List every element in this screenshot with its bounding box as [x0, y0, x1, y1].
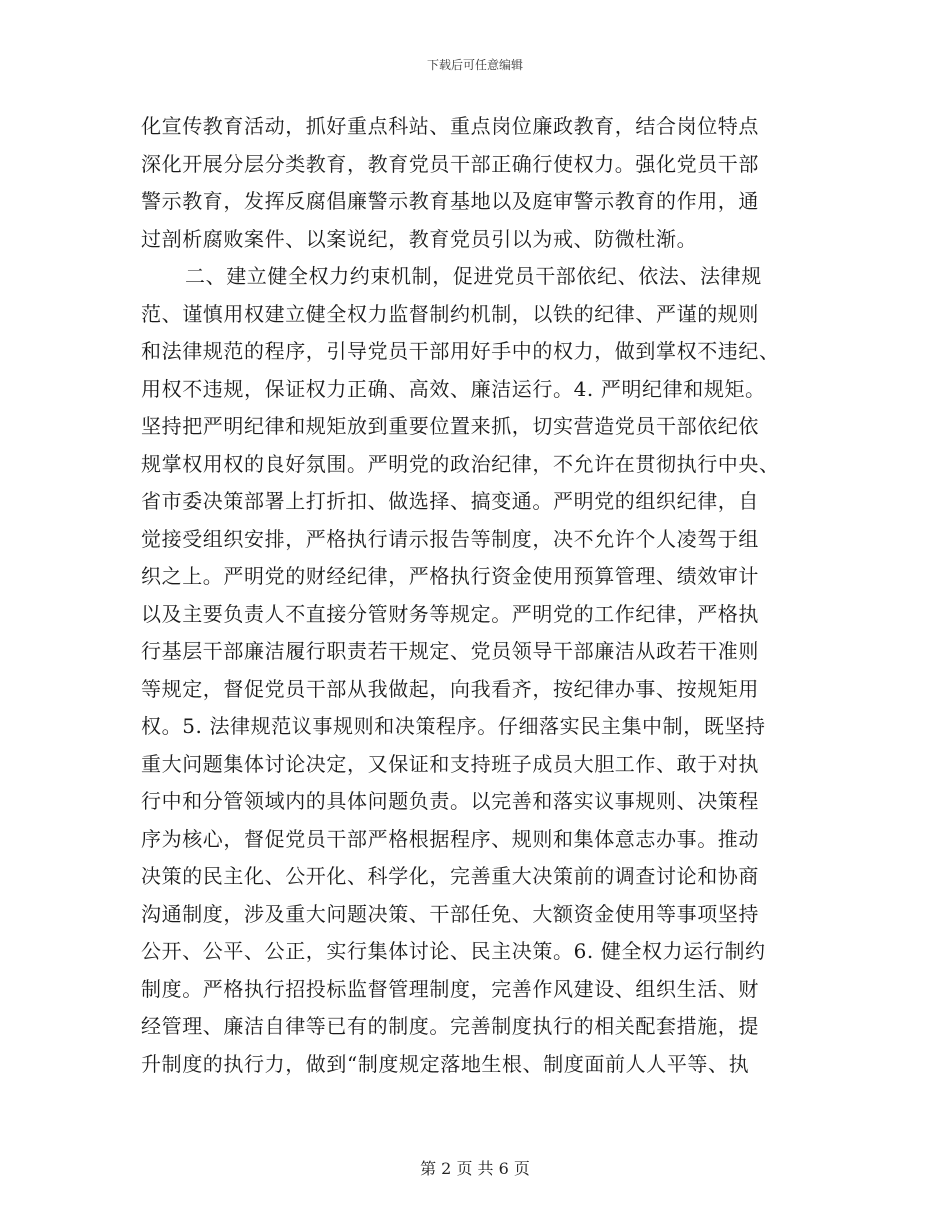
- body-line: 规掌权用权的良好氛围。严明党的政治纪律，不允许在贯彻执行中央、: [141, 451, 780, 476]
- body-line: 权。5. 法律规范议事规则和决策程序。仔细落实民主集中制，既坚持: [141, 714, 766, 738]
- body-line: 觉接受组织安排，严格执行请示报告等制度，决不允许个人凌驾于组: [141, 526, 759, 551]
- body-line: 织之上。严明党的财经纪律，严格执行资金使用预算管理、绩效审计: [141, 564, 759, 588]
- body-line: 范、谨慎用权建立健全权力监督制约机制，以铁的纪律、严谨的规则: [141, 301, 759, 326]
- body-line: 升制度的执行力，做到“制度规定落地生根、制度面前人人平等、执: [141, 1051, 750, 1076]
- body-line: 重大问题集体讨论决定，又保证和支持班子成员大胆工作、敢于对执: [141, 751, 759, 776]
- body-line: 深化开展分层分类教育，教育党员干部正确行使权力。强化党员干部: [141, 151, 759, 176]
- body-line: 化宣传教育活动，抓好重点科站、重点岗位廉政教育，结合岗位特点: [141, 114, 759, 138]
- page-number-footer: 第 2 页 共 6 页: [420, 1159, 530, 1178]
- body-line: 和法律规范的程序，引导党员干部用好手中的权力，做到掌权不违纪、: [141, 339, 780, 363]
- body-line: 等规定，督促党员干部从我做起，向我看齐，按纪律办事、按规矩用: [141, 676, 759, 701]
- body-line: 沟通制度，涉及重大问题决策、干部任免、大额资金使用等事项坚持: [141, 901, 759, 926]
- body-line: 经管理、廉洁自律等已有的制度。完善制度执行的相关配套措施，提: [141, 1014, 759, 1038]
- paragraph-start-line: 二、建立健全权力约束机制，促进党员干部依纪、依法、法律规: [185, 264, 762, 288]
- page-header-note: 下载后可任意编辑: [426, 58, 523, 72]
- body-line: 以及主要负责人不直接分管财务等规定。严明党的工作纪律，严格执: [141, 601, 759, 626]
- body-line: 决策的民主化、公开化、科学化，完善重大决策前的调查讨论和协商: [141, 864, 759, 888]
- body-line: 制度。严格执行招投标监督管理制度，完善作风建设、组织生活、财: [141, 976, 759, 1001]
- body-line: 省市委决策部署上打折扣、做选择、搞变通。严明党的组织纪律，自: [141, 489, 759, 513]
- body-line: 警示教育，发挥反腐倡廉警示教育基地以及庭审警示教育的作用，通: [141, 189, 759, 213]
- body-line: 坚持把严明纪律和规矩放到重要位置来抓，切实营造党员干部依纪依: [141, 414, 759, 438]
- body-line: 行中和分管领域内的具体问题负责。以完善和落实议事规则、决策程: [141, 789, 759, 813]
- document-body: [141, 108, 817, 1083]
- body-line: 过剖析腐败案件、以案说纪，教育党员引以为戒、防微杜渐。: [141, 226, 698, 251]
- body-line: 用权不违规，保证权力正确、高效、廉洁运行。4. 严明纪律和规矩。: [141, 376, 766, 401]
- body-line: 行基层干部廉洁履行职责若干规定、党员领导干部廉洁从政若干准则: [141, 639, 759, 663]
- body-line: 序为核心，督促党员干部严格根据程序、规则和集体意志办事。推动: [141, 826, 759, 851]
- body-line: 公开、公平、公正，实行集体讨论、民主决策。6. 健全权力运行制约: [141, 939, 766, 963]
